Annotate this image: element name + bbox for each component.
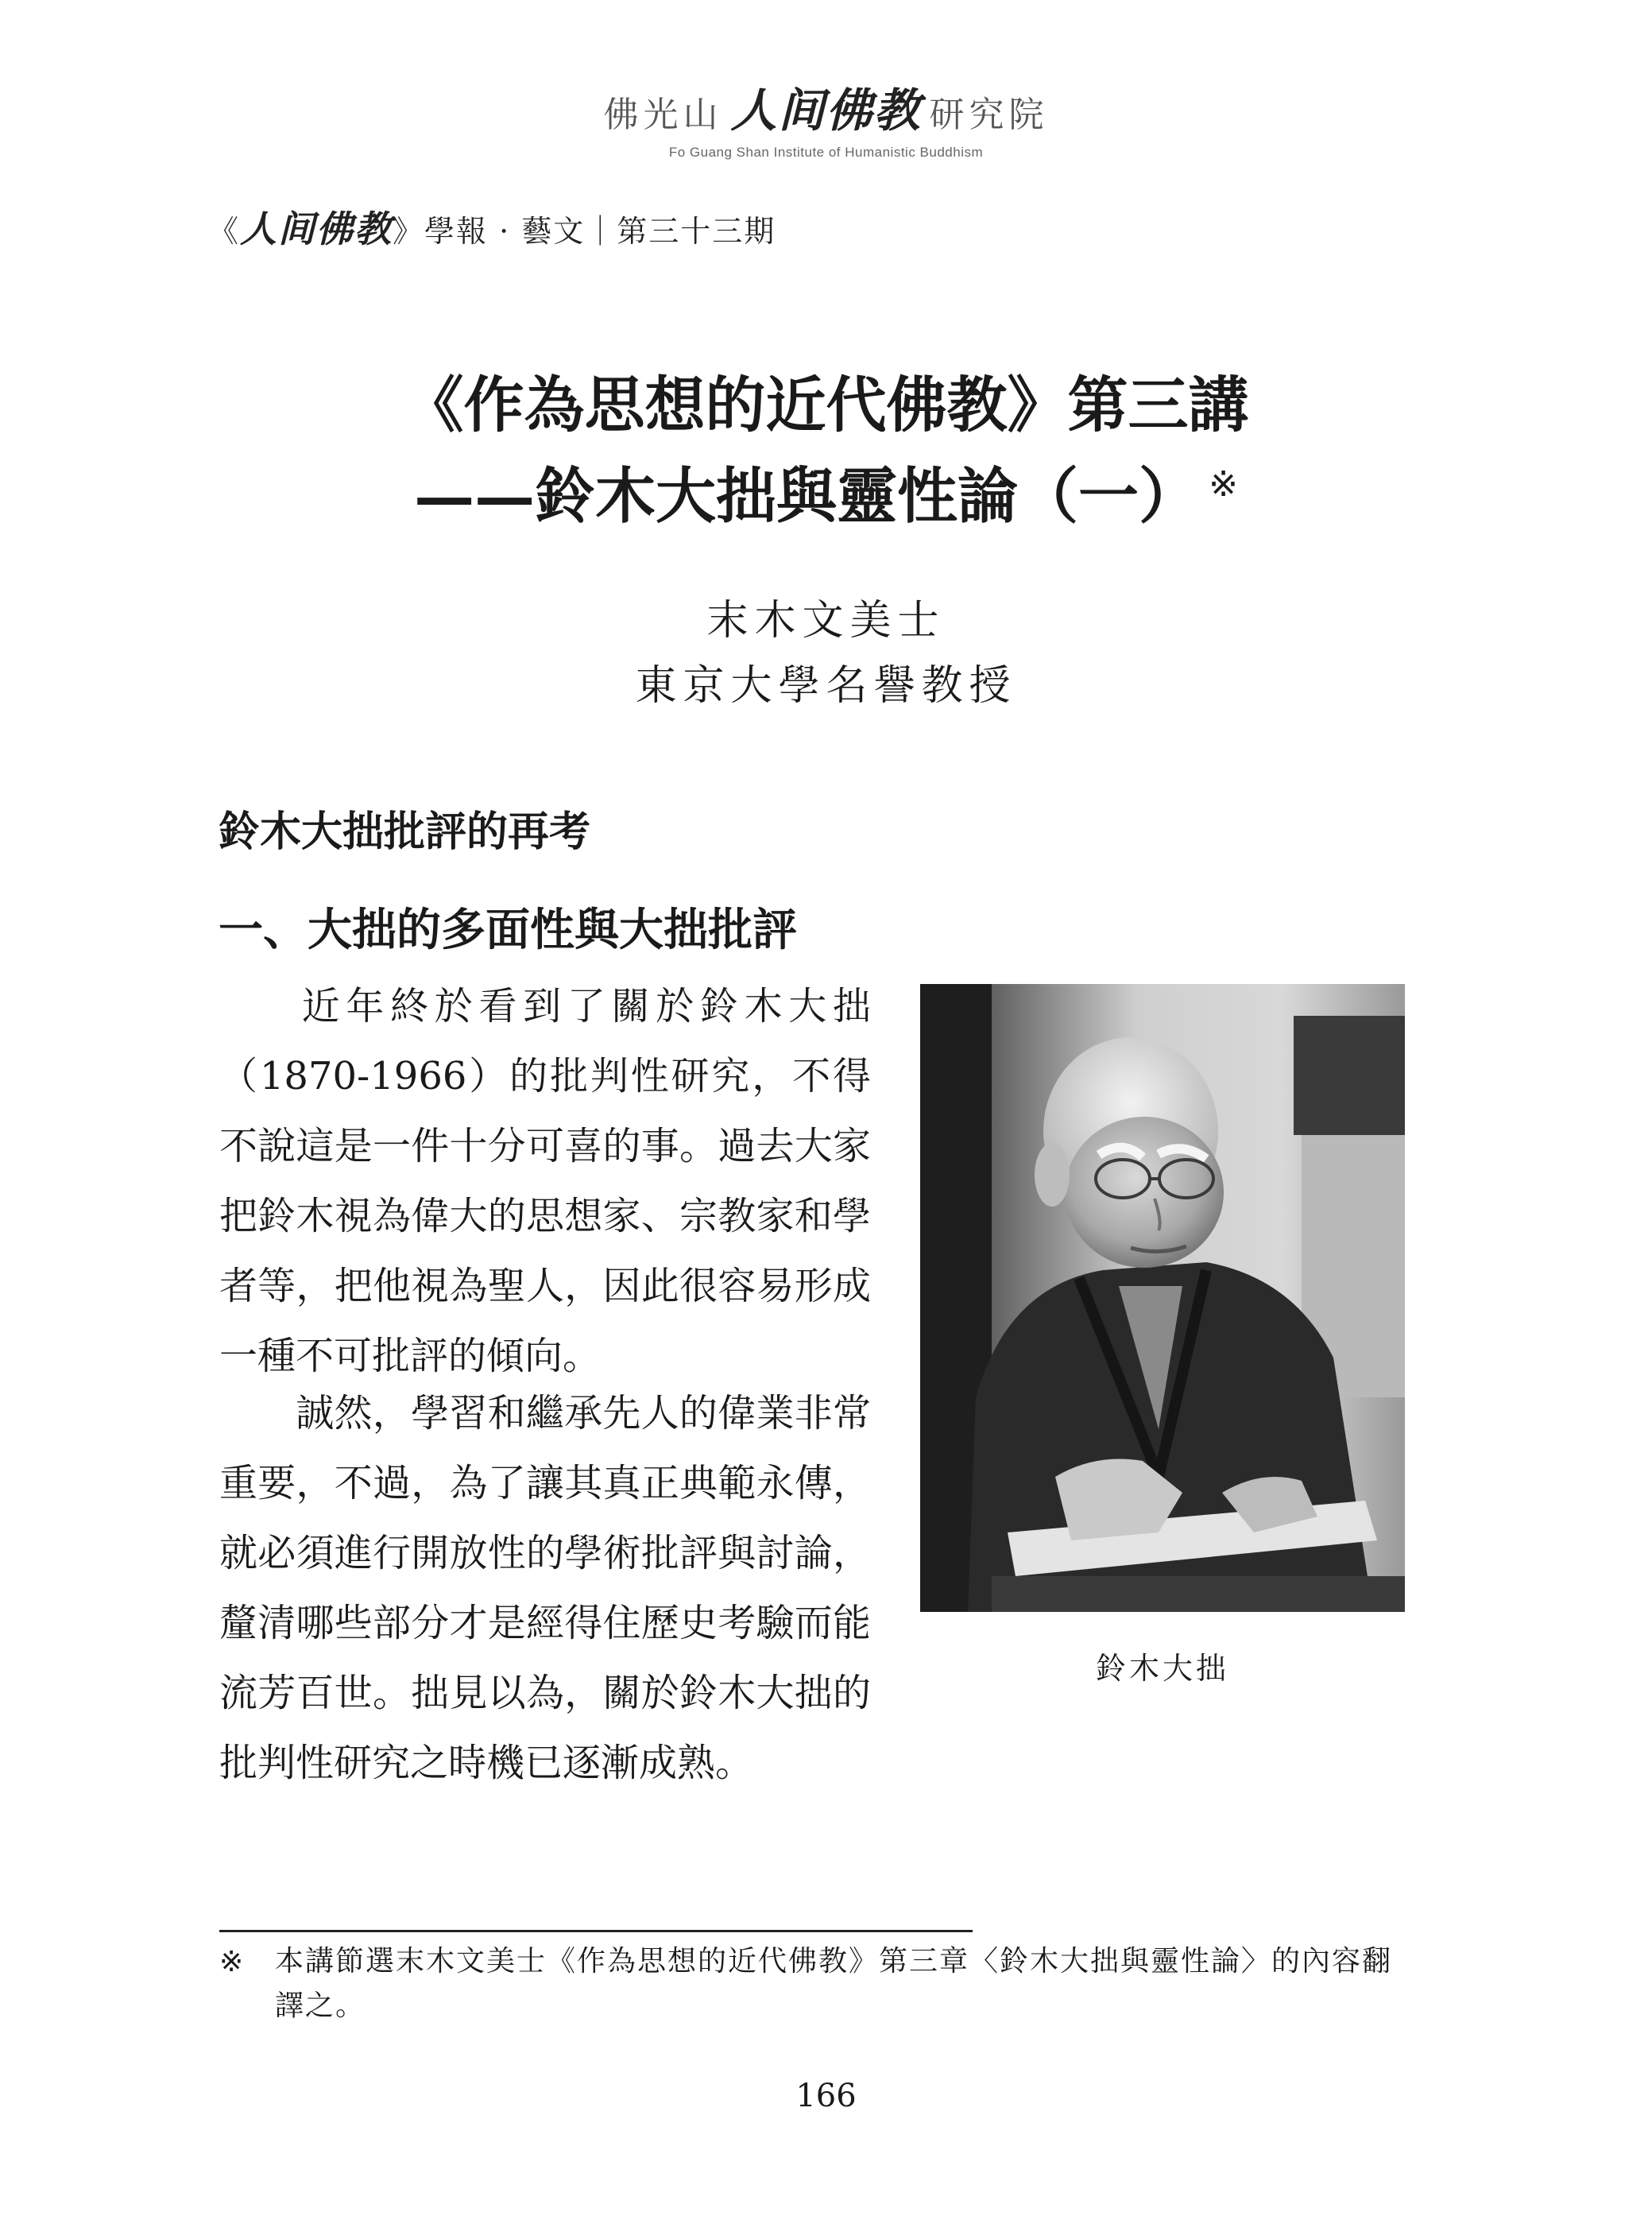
paragraph-1-text: 近年終於看到了關於鈴木大拙（1870-1966）的批判性研究，不得不說這是一件十分可喜的事。過去大家把鈴木視為偉大的思想家、宗教家和學者等，把他視為聖人，因此很容易形成一種不可批評的傾向。	[219, 984, 871, 1378]
institute-english-name: Fo Guang Shan Institute of Humanistic Buddhism	[668, 145, 984, 160]
author-block	[0, 588, 1652, 719]
author-name: 末木文美士	[706, 597, 946, 645]
running-header-rest: 》學報 · 藝文｜第三十三期	[393, 214, 776, 249]
running-header-brand: 人间佛教	[240, 207, 393, 250]
title-line-1: 《作為思想的近代佛教》第三講	[403, 370, 1249, 440]
institute-header	[0, 73, 1652, 161]
institute-prefix: 佛光山	[603, 95, 723, 135]
institute-suffix: 研究院	[929, 95, 1049, 135]
portrait-photo	[920, 984, 1405, 1612]
page-number: 166	[795, 2078, 857, 2114]
body-paragraph-1	[219, 971, 871, 1391]
title-footnote-mark: ※	[1209, 464, 1238, 505]
section-heading: 鈴木大拙批評的再考	[219, 808, 591, 856]
footnote-text: 本講節選末木文美士《作為思想的近代佛教》第三章〈鈴木大拙與靈性論〉的內容翻譯之。	[275, 1945, 1393, 2022]
institute-name	[0, 73, 1652, 140]
title-line-2	[0, 445, 1652, 536]
photo-caption: 鈴木大拙	[1095, 1651, 1229, 1686]
author-affiliation: 東京大學名譽教授	[635, 662, 1017, 710]
body-paragraph-2	[219, 1378, 871, 1798]
institute-brand-logo: 人间佛教	[730, 83, 922, 138]
footnote-divider	[219, 1930, 973, 1932]
paragraph-2-text: 誠然，學習和繼承先人的偉業非常重要，不過，為了讓其真正典範永傳，就必須進行開放性的學術批評與討論，釐清哪些部分才是經得住歷史考驗而能流芳百世。拙見以為，關於鈴木大拙的批判性研究之時機已逐漸成熟。	[219, 1391, 871, 1785]
footnote-mark: ※	[219, 1946, 244, 1978]
running-header	[208, 200, 776, 253]
title-line-2-text: ——鈴木大拙與靈性論（一）	[414, 460, 1200, 532]
subsection-heading: 一、大拙的多面性與大拙批評	[219, 904, 797, 956]
article-title	[0, 366, 1652, 536]
running-header-open: 《	[208, 214, 241, 249]
